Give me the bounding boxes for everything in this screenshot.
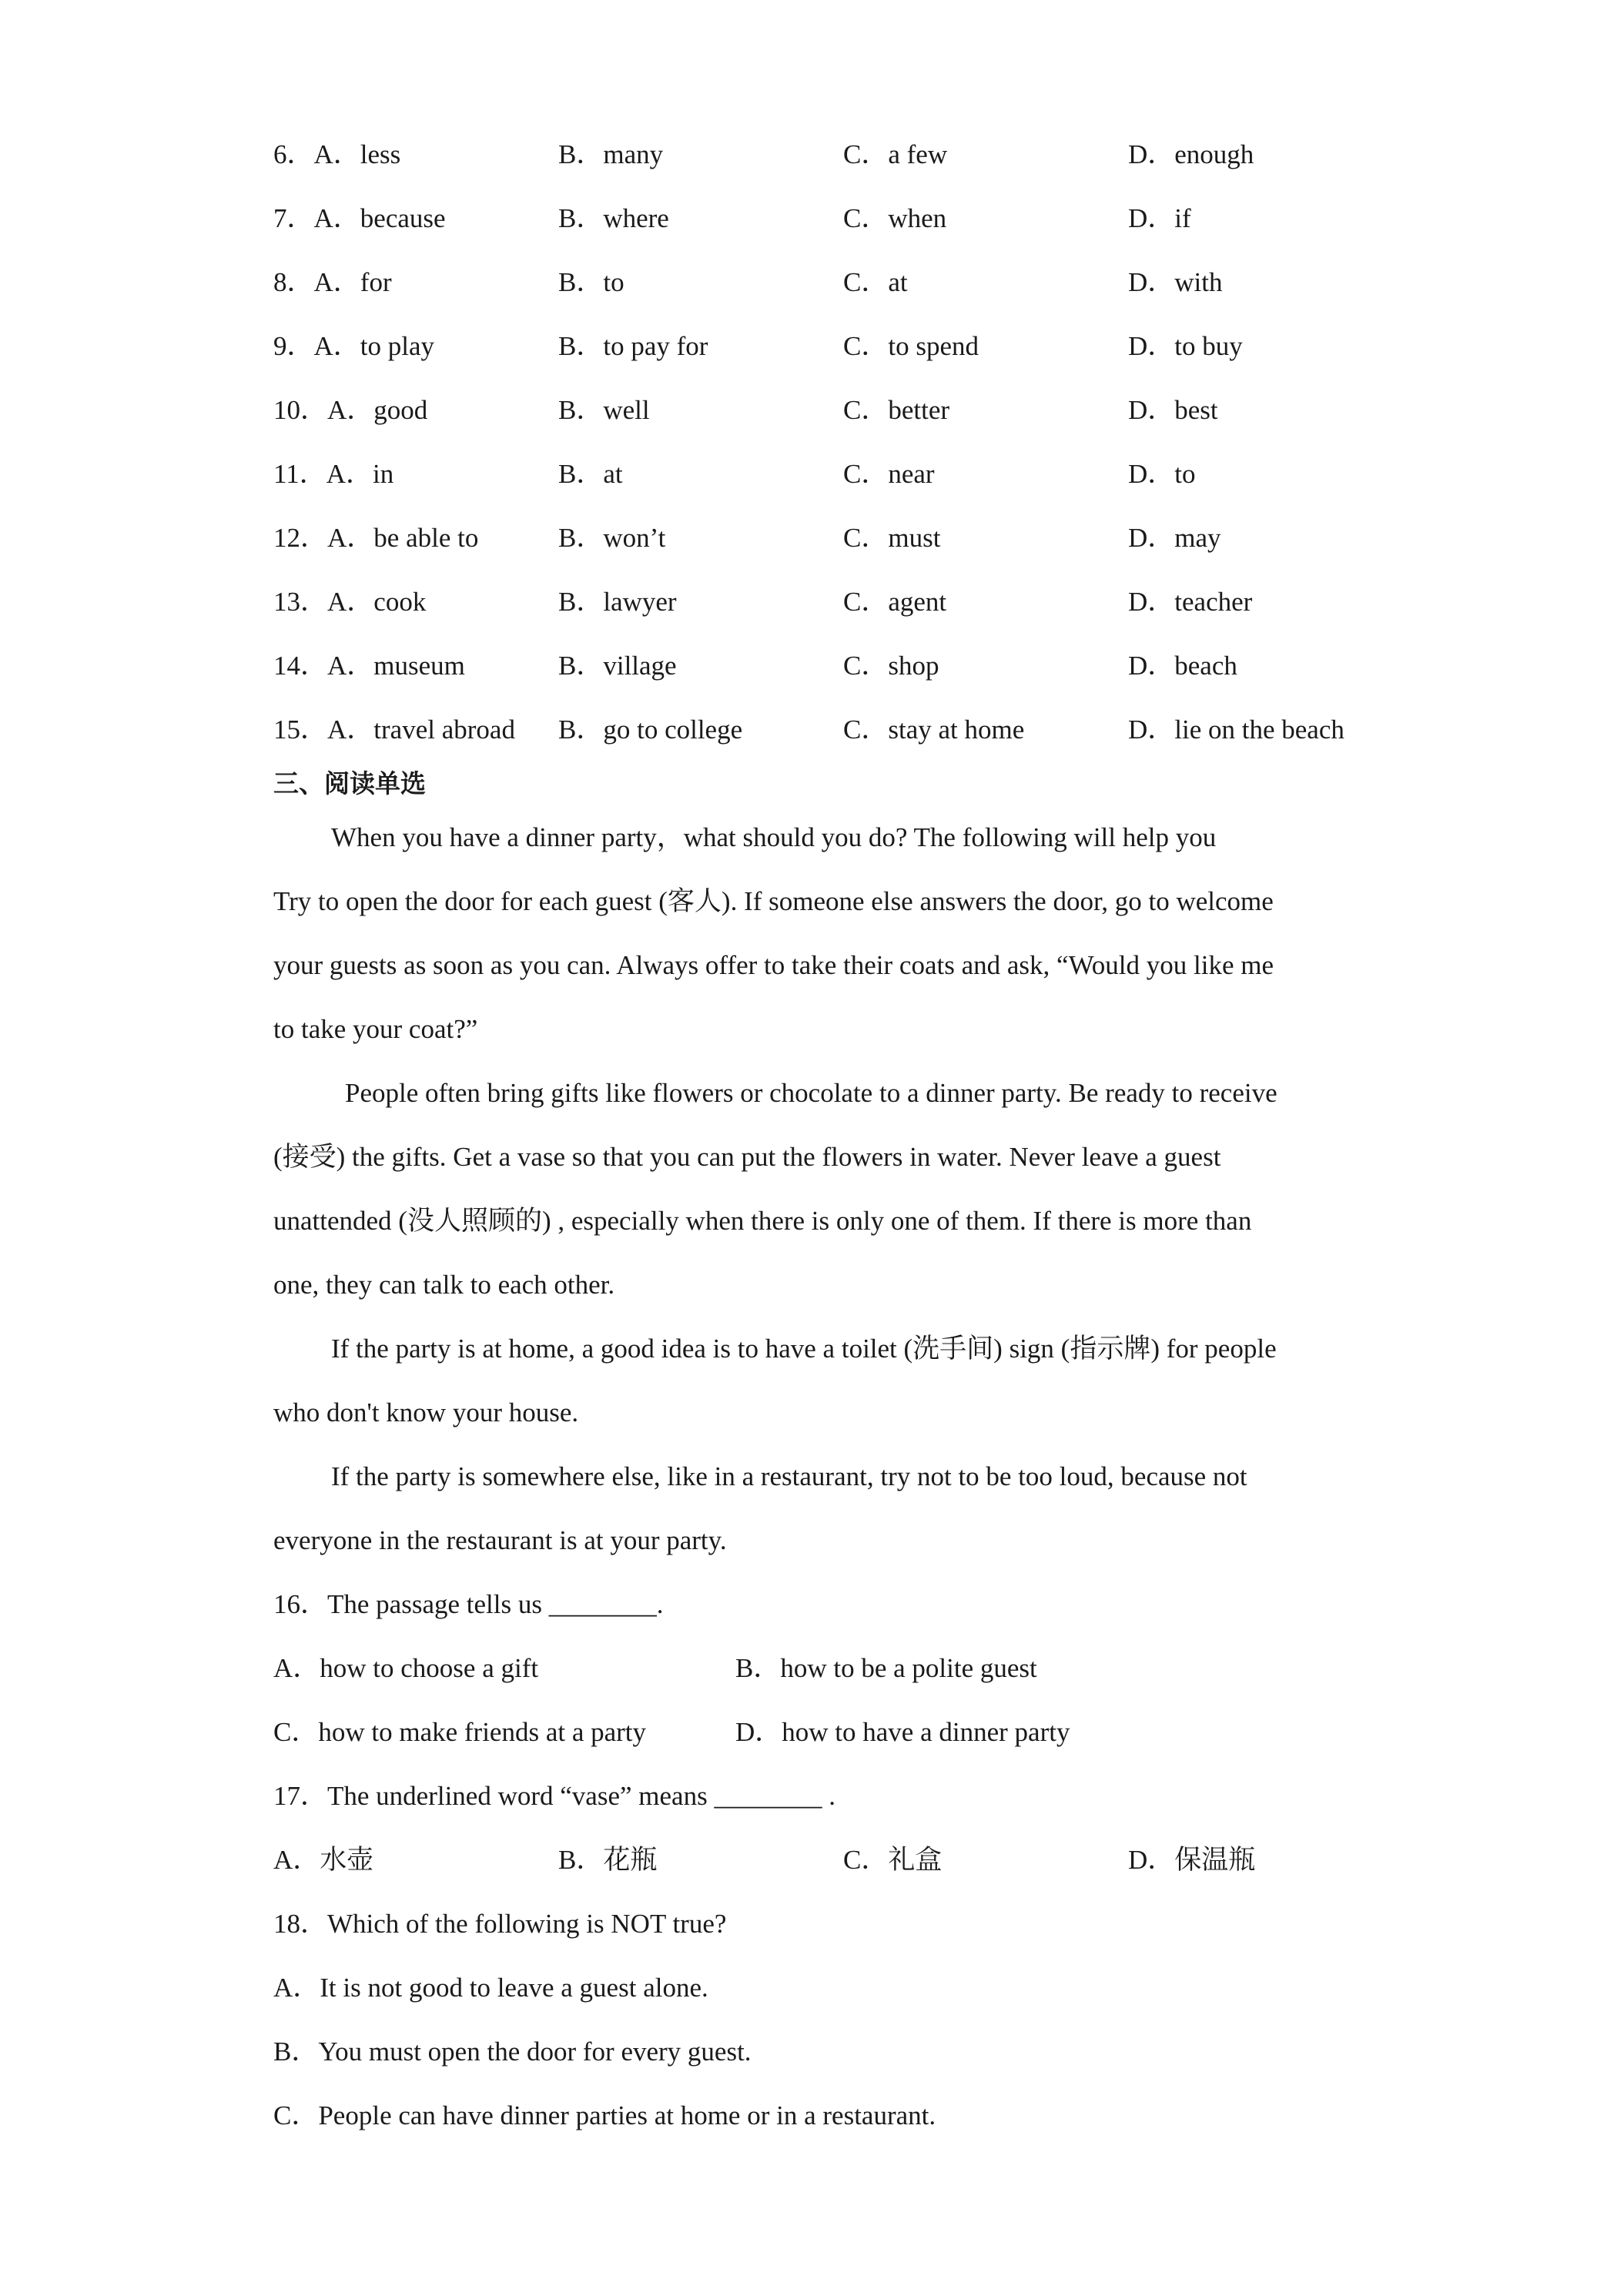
section-title: 三、阅读单选 bbox=[273, 768, 426, 798]
option-a: 7．A．because bbox=[273, 203, 446, 233]
option-d: D．to buy bbox=[1128, 331, 1243, 361]
option-a: A．水壶 bbox=[273, 1845, 374, 1875]
question-17-stem: 17．The underlined word “vase” means ________ . bbox=[273, 1781, 835, 1811]
option-d: D．best bbox=[1128, 395, 1218, 425]
option-d: D．how to have a dinner party bbox=[735, 1717, 1070, 1747]
option-d: D．if bbox=[1128, 203, 1191, 233]
option-b: B．well bbox=[558, 395, 650, 425]
passage-line: everyone in the restaurant is at your party. bbox=[273, 1525, 727, 1555]
passage-line: unattended (没人照顾的) , especially when there is only one of them. If there is more than bbox=[273, 1206, 1252, 1236]
option-c: C．better bbox=[843, 395, 950, 425]
option-c: C．how to make friends at a party bbox=[273, 1717, 647, 1747]
option-b: B．to bbox=[558, 267, 624, 297]
passage-line: who don't know your house. bbox=[273, 1397, 579, 1427]
passage-line: When you have a dinner party，what should you do? The following will help you bbox=[331, 822, 1217, 852]
option-a: 9．A．to play bbox=[273, 331, 435, 361]
option-a: 15．A．travel abroad bbox=[273, 715, 515, 745]
passage-line: your guests as soon as you can. Always offer to take their coats and ask, “Would you like me bbox=[273, 950, 1274, 980]
option-c: C．a few bbox=[843, 139, 948, 169]
option-d: D．to bbox=[1128, 459, 1196, 489]
passage-line: to take your coat?” bbox=[273, 1014, 478, 1044]
question-18-option-c: C．People can have dinner parties at home or in a restaurant. bbox=[273, 2100, 936, 2130]
option-b: B．lawyer bbox=[558, 587, 677, 617]
option-d: D．beach bbox=[1128, 651, 1237, 681]
option-a: 10．A．good bbox=[273, 395, 428, 425]
option-d: D．with bbox=[1128, 267, 1223, 297]
option-c: C．to spend bbox=[843, 331, 979, 361]
option-a: 12．A．be able to bbox=[273, 523, 479, 553]
option-b: B．many bbox=[558, 139, 664, 169]
passage-line: If the party is at home, a good idea is to have a toilet (洗手间) sign (指示牌) for people bbox=[331, 1334, 1277, 1364]
option-a: 8．A．for bbox=[273, 267, 392, 297]
option-a: 14．A．museum bbox=[273, 651, 465, 681]
option-c: C．at bbox=[843, 267, 908, 297]
option-d: D．may bbox=[1128, 523, 1221, 553]
option-b: B．go to college bbox=[558, 715, 743, 745]
option-a: 11．A．in bbox=[273, 459, 394, 489]
option-a: A．how to choose a gift bbox=[273, 1653, 539, 1683]
option-b: B．花瓶 bbox=[558, 1845, 658, 1875]
option-b: B．at bbox=[558, 459, 623, 489]
option-d: D．enough bbox=[1128, 139, 1254, 169]
option-b: B．to pay for bbox=[558, 331, 708, 361]
option-d: D．保温瓶 bbox=[1128, 1845, 1256, 1875]
option-b: B．how to be a polite guest bbox=[735, 1653, 1037, 1683]
option-b: B．won’t bbox=[558, 523, 666, 553]
question-16-stem: 16．The passage tells us ________. bbox=[273, 1589, 664, 1619]
option-d: D．teacher bbox=[1128, 587, 1253, 617]
passage-line: one, they can talk to each other. bbox=[273, 1270, 615, 1300]
question-18-option-b: B．You must open the door for every guest. bbox=[273, 2037, 752, 2067]
passage-line: If the party is somewhere else, like in a restaurant, try not to be too loud, because not bbox=[331, 1461, 1247, 1491]
passage-line: People often bring gifts like flowers or chocolate to a dinner party. Be ready to receive bbox=[345, 1078, 1277, 1108]
option-c: C．shop bbox=[843, 651, 939, 681]
passage-line: Try to open the door for each guest (客人). If someone else answers the door, go to welcome bbox=[273, 886, 1274, 916]
option-d: D．lie on the beach bbox=[1128, 715, 1344, 745]
option-a: 13．A．cook bbox=[273, 587, 427, 617]
option-c: C．agent bbox=[843, 587, 947, 617]
passage-line: (接受) the gifts. Get a vase so that you can put the flowers in water. Never leave a guest bbox=[273, 1142, 1221, 1172]
option-c: C．when bbox=[843, 203, 947, 233]
option-b: B．village bbox=[558, 651, 677, 681]
option-c: C．stay at home bbox=[843, 715, 1025, 745]
option-c: C．礼盒 bbox=[843, 1845, 943, 1875]
option-c: C．near bbox=[843, 459, 935, 489]
option-c: C．must bbox=[843, 523, 941, 553]
option-a: 6．A．less bbox=[273, 139, 401, 169]
option-b: B．where bbox=[558, 203, 669, 233]
question-18-stem: 18．Which of the following is NOT true? bbox=[273, 1909, 727, 1939]
question-18-option-a: A．It is not good to leave a guest alone. bbox=[273, 1973, 708, 2003]
